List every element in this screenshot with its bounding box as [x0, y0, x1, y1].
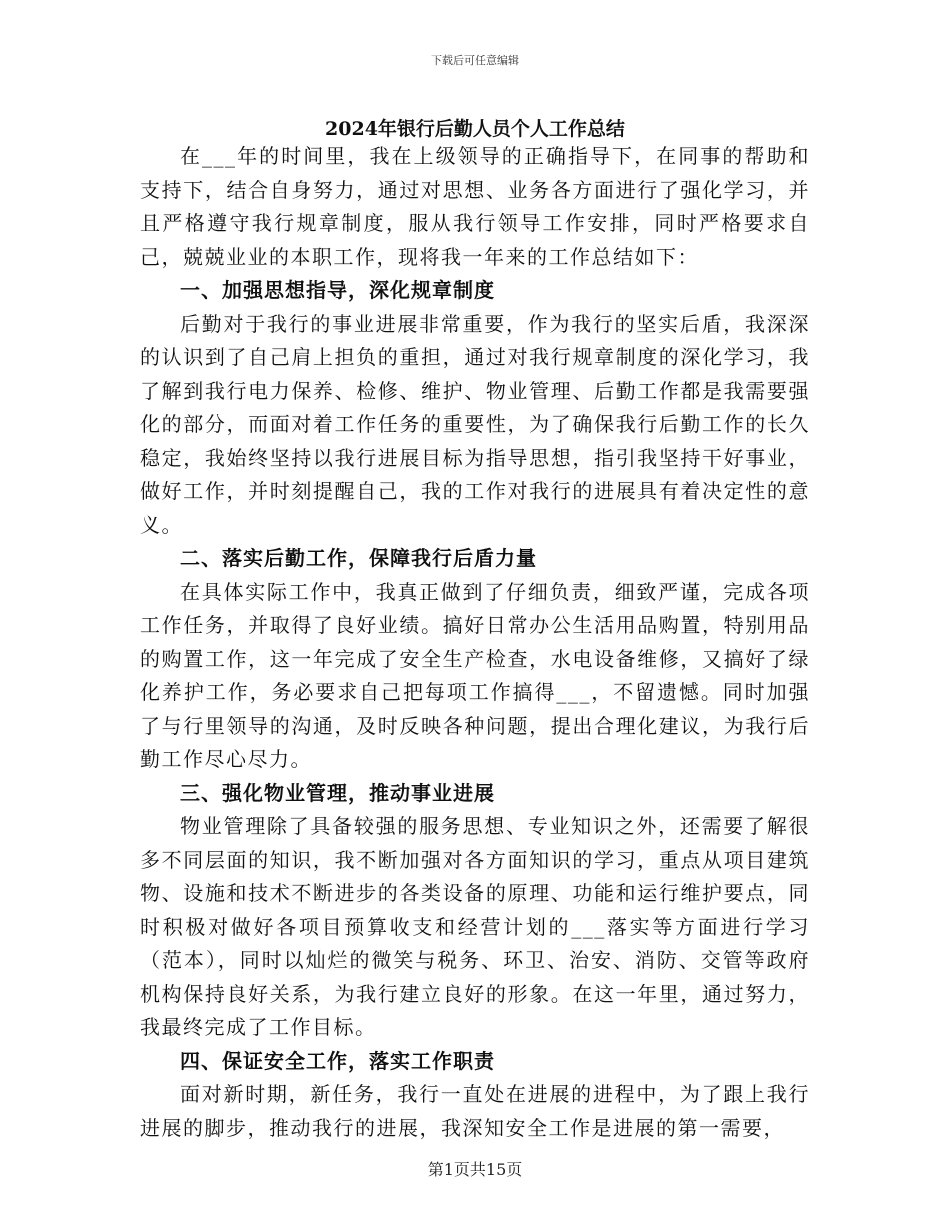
- section-body-1: 后勤对于我行的事业进展非常重要，作为我行的坚实后盾，我深深的认识到了自己肩上担负的重担，通过对我行规章制度的深化学习，我了解到我行电力保养、检修、维护、物业管理、后勤工作都是我需要强化的部分，而面对着工作任务的重要性，为了确保我行后勤工作的长久稳定，我始终坚持以我行进展目标为指导思想，指引我坚持干好事业，做好工作，并时刻提醒自己，我的工作对我行的进展具有着决定性的意义。: [140, 311, 810, 537]
- section-body-4: 面对新时期，新任务，我行一直处在进展的进程中，为了跟上我行进展的脚步，推动我行的进展，我深知安全工作是进展的第一需要，: [140, 1082, 810, 1140]
- intro-paragraph: 在___年的时间里，我在上级领导的正确指导下，在同事的帮助和支持下，结合自身努力，通过对思想、业务各方面进行了强化学习，并且严格遵守我行规章制度，服从我行领导工作安排，同时严格要求自己，兢兢业业的本职工作，现将我一年来的工作总结如下：: [140, 144, 810, 269]
- page-number: 第1页共15页: [427, 1160, 523, 1179]
- section-heading-1: 一、加强思想指导，深化规章制度: [180, 278, 495, 302]
- section-body-2: 在具体实际工作中，我真正做到了仔细负责，细致严谨，完成各项工作任务，并取得了良好业绩。搞好日常办公生活用品购置，特别用品的购置工作，这一年完成了安全生产检查，水电设备维修，又搞好了绿化养护工作，务必要求自己把每项工作搞得___，不留遗憾。同时加强了与行里领导的沟通，及时反映各种问题，提出合理化建议，为我行后勤工作尽心尽力。: [140, 579, 810, 771]
- section-body-3: 物业管理除了具备较强的服务思想、专业知识之外，还需要了解很多不同层面的知识，我不断加强对各方面知识的学习，重点从项目建筑物、设施和技术不断进步的各类设备的原理、功能和运行维护要点，同时积极对做好各项目预算收支和经营计划的___落实等方面进行学习（范本），同时以灿烂的微笑与税务、环卫、治安、消防、交管等政府机构保持良好关系，为我行建立良好的形象。在这一年里，通过努力，我最终完成了工作目标。: [140, 814, 810, 1039]
- document-body: [140, 140, 810, 1145]
- section-heading-3: 三、强化物业管理，推动事业进展: [180, 780, 495, 805]
- section-heading-4: 四、保证安全工作，落实工作职责: [180, 1048, 495, 1073]
- header-note: 下载后可任意编辑: [431, 54, 519, 67]
- section-heading-2: 二、落实后勤工作，保障我行后盾力量: [180, 546, 537, 570]
- document-title: 2024年银行后勤人员个人工作总结: [325, 118, 625, 140]
